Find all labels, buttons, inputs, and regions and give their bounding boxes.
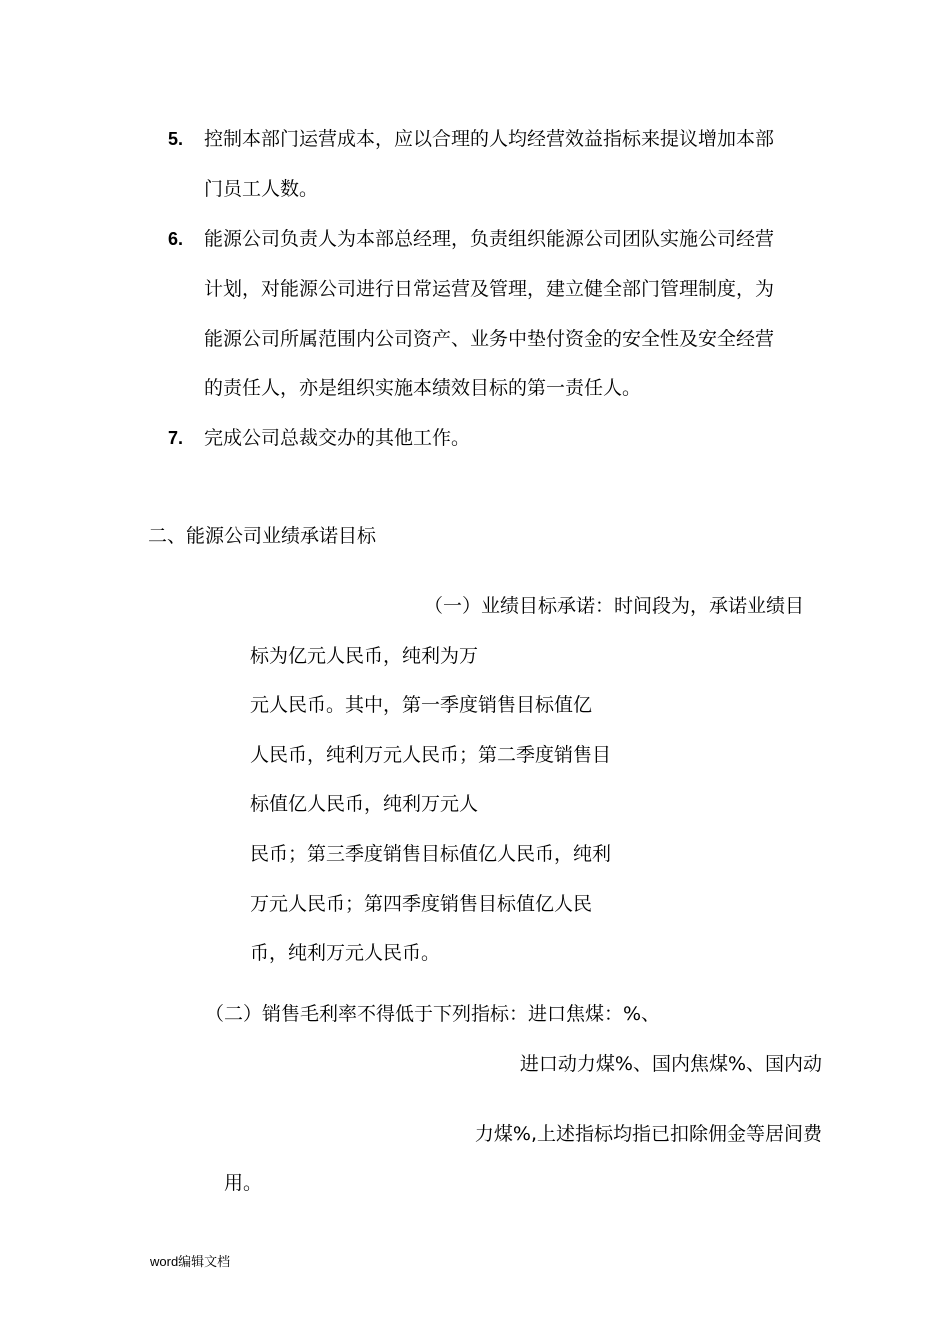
- list-item-5-line-2: 门员工人数。: [204, 178, 319, 200]
- list-item-6-line-4: 的责任人，亦是组织实施本绩效目标的第一责任人。: [204, 377, 642, 399]
- sub1-line-2: 元人民币。其中，第一季度销售目标值亿: [250, 694, 593, 716]
- sub1-line-5: 民币；第三季度销售目标值亿人民币，纯利: [250, 843, 612, 865]
- list-item-5-line-1: 控制本部门运营成本，应以合理的人均经营效益指标来提议增加本部: [204, 128, 775, 150]
- list-number-7: 7.: [168, 428, 184, 448]
- list-item-6-line-3: 能源公司所属范围内公司资产、业务中垫付资金的安全性及安全经营: [204, 328, 775, 350]
- footer-note: word编辑文档: [150, 1254, 231, 1269]
- sub1-line-1: 标为亿元人民币，纯利为万: [250, 645, 479, 667]
- sub1-first-line: （一）业绩目标承诺：时间段为，承诺业绩目: [424, 595, 805, 617]
- sub2-line-4: 用。: [224, 1172, 263, 1194]
- list-number-5: 5.: [168, 129, 184, 149]
- sub1-line-7: 币，纯利万元人民币。: [250, 942, 441, 964]
- sub1-line-4: 标值亿人民币，纯利万元人: [250, 793, 479, 815]
- list-item-6-line-2: 计划，对能源公司进行日常运营及管理，建立健全部门管理制度，为: [204, 278, 775, 300]
- sub1-line-3: 人民币，纯利万元人民币；第二季度销售目: [250, 744, 612, 766]
- list-item-6-line-1: 能源公司负责人为本部总经理，负责组织能源公司团队实施公司经营: [204, 228, 775, 250]
- section-heading: 二、能源公司业绩承诺目标: [148, 525, 377, 547]
- list-item-7-line-1: 完成公司总裁交办的其他工作。: [204, 427, 471, 449]
- sub2-line-1: （二）销售毛利率不得低于下列指标：进口焦煤：%、: [205, 1003, 661, 1025]
- sub2-line-2: 进口动力煤%、国内焦煤%、国内动: [519, 1053, 822, 1075]
- sub1-line-6: 万元人民币；第四季度销售目标值亿人民: [250, 893, 593, 915]
- sub2-line-3: 力煤%,上述指标均指已扣除佣金等居间费: [474, 1123, 822, 1145]
- list-number-6: 6.: [168, 229, 184, 249]
